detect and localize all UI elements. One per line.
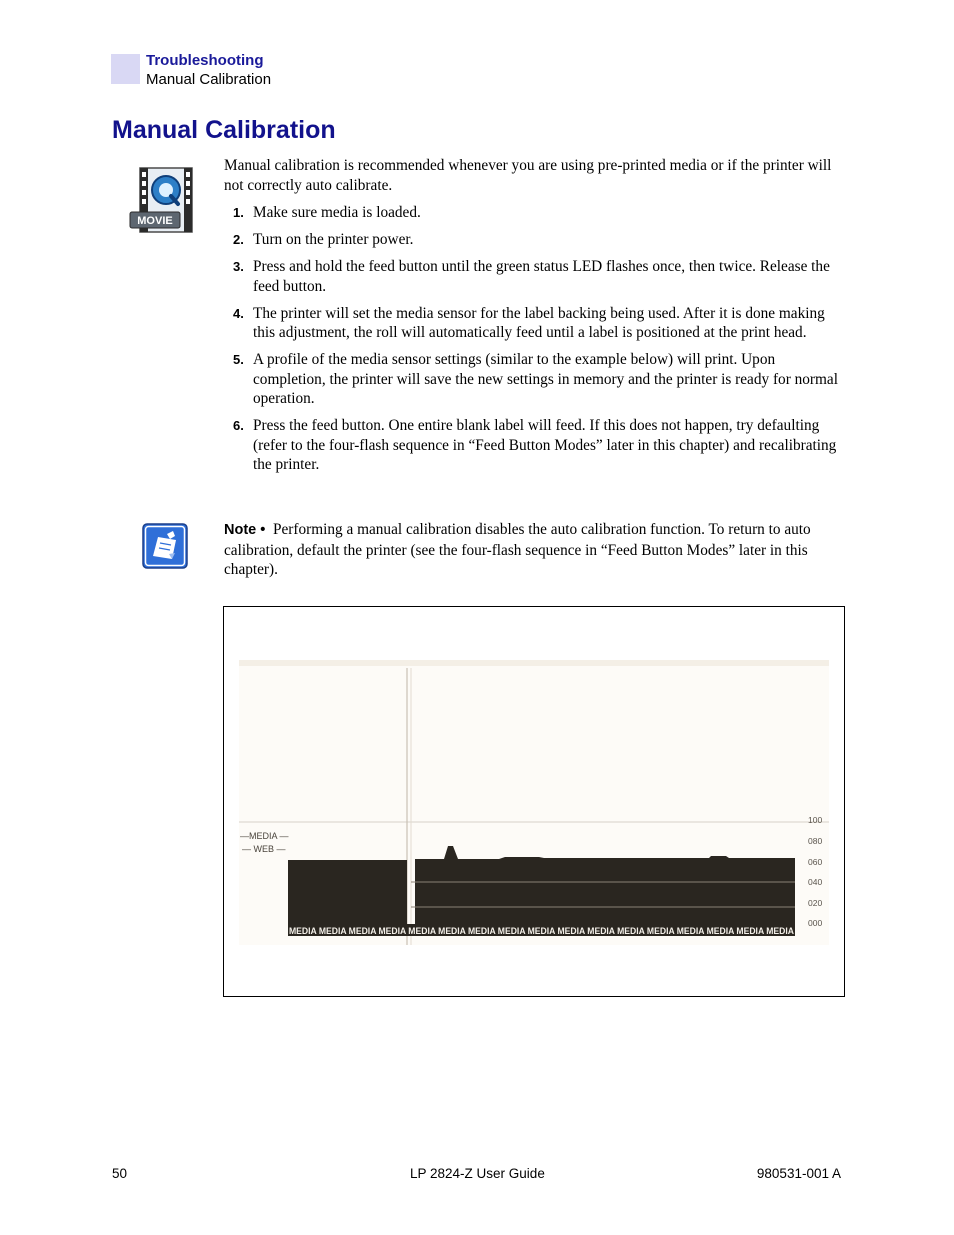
step-number: 5. [233,352,244,368]
step-number: 1. [233,205,244,220]
step-item [224,230,844,250]
subsection-title: Manual Calibration [146,71,272,88]
note-label: Note • [224,522,266,538]
step-number: 4. [233,305,244,321]
intro-paragraph: Manual calibration is recommended whenever you are using pre-printed media or if the printer will not correctly auto calibrate. [224,157,832,194]
page-title: Manual Calibration [112,116,336,144]
step-item [224,203,844,223]
step-number: 3. [233,259,244,275]
step-item [224,416,844,475]
scale-label: 020 [808,898,823,908]
steps-list [224,203,844,483]
step-number: 2. [233,232,244,248]
step-item [224,257,844,296]
section-title: Troubleshooting [146,52,264,69]
guide-name: LP 2824-Z User Guide [410,1166,545,1181]
web-threshold-label: — WEB — [242,844,286,854]
scale-label: 000 [808,918,823,928]
sensor-profile-printout [239,660,829,945]
note-paragraph [224,520,844,580]
media-threshold-label: —MEDIA — [240,831,289,841]
step-number: 6. [233,418,244,434]
scale-label: 080 [808,836,823,846]
note-icon [142,523,188,569]
step-item [224,350,844,409]
media-strip-text: MEDIA MEDIA MEDIA MEDIA MEDIA MEDIA MEDIA MEDIA MEDIA MEDIA MEDIA MEDIA MEDIA MEDIA MEDIA MEDIA MEDIA [289,926,795,936]
movie-graphic [128,166,196,236]
scale-label: 040 [808,877,823,887]
document-number: 980531-001 A [756,1166,841,1181]
header-tab-marker [111,54,140,84]
step-text: The printer will set the media sensor for the label backing being used. After it is done making this adjustment, the roll will automatically feed until a label is positioned at the print head. [253,304,825,342]
movie-label: MOVIE [137,215,173,227]
sensor-profile-figure [223,606,845,997]
scale-label: 100 [808,815,823,825]
step-text: Make sure media is loaded. [253,204,421,221]
movie-icon[interactable] [128,166,196,236]
page-number: 50 [112,1166,128,1181]
step-text: Turn on the printer power. [253,231,414,249]
step-text: Press the feed button. One entire blank label will feed. If this does not happen, try defaulting (refer to the four-flash sequence in “Feed Button Modes” later in this chapter) and recalibrating the printer. [253,417,837,474]
scale-label: 060 [808,857,823,867]
step-text: A profile of the media sensor settings (similar to the example below) will print. Upon completion, the printer will save the new settings in memory and the printer is ready for normal operation. [253,351,838,408]
step-text: Press and hold the feed button until the green status LED flashes once, then twice. Release the feed button. [253,258,830,295]
step-item [224,304,844,343]
note-text: Performing a manual calibration disables the auto calibration function. To return to auto calibration, default the printer (see the four-flash sequence in “Feed Button Modes” later in this chapter). [224,521,811,578]
